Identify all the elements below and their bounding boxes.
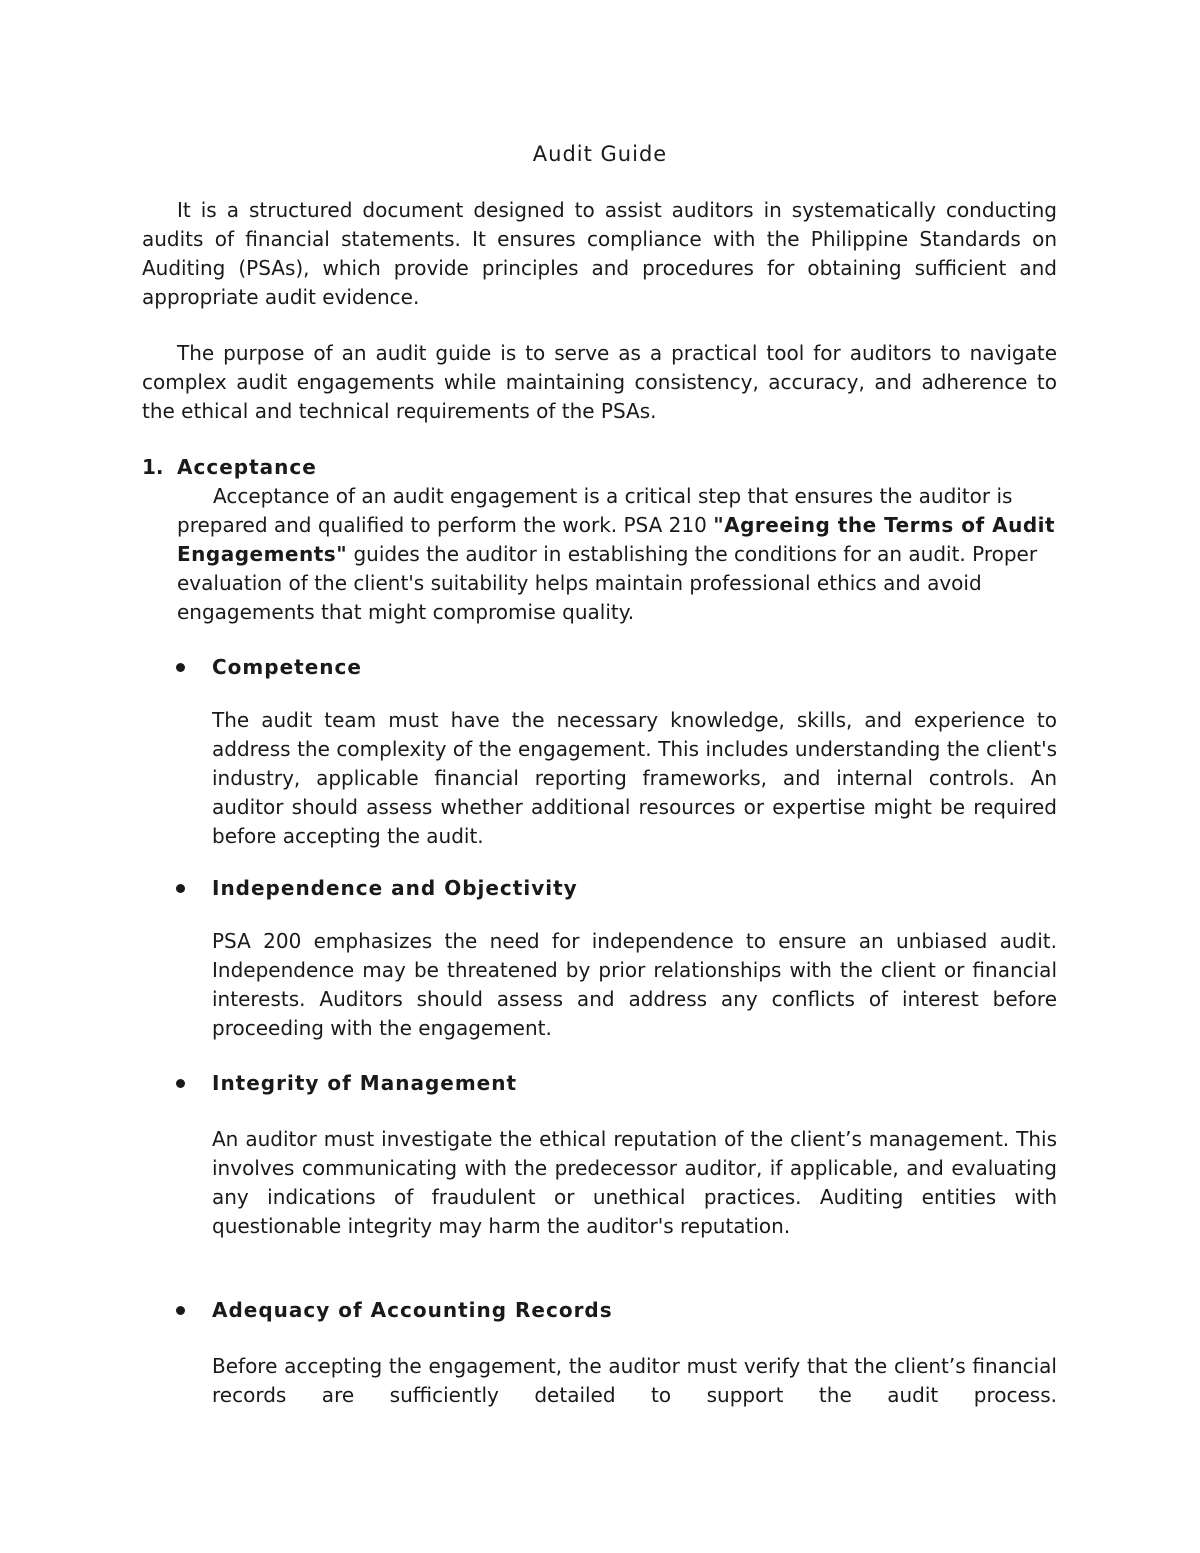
subsection-body-integrity: An auditor must investigate the ethical reputation of the client’s management. This involves communicating with the predecessor auditor, if applicable, and evaluating any indications of fraudulent or unethical practices. Auditing entities with questionable integrity may harm the auditor's reputation.	[212, 1127, 1057, 1238]
subsection-heading-adequacy: Adequacy of Accounting Records	[212, 1298, 613, 1322]
document-title: Audit Guide	[532, 142, 668, 166]
bullet-icon	[176, 884, 185, 893]
section-heading: Acceptance	[177, 455, 317, 479]
section-body-bold: "Agreeing the Terms of Audit Engagements"	[177, 513, 1056, 566]
intro-paragraph-2: The purpose of an audit guide is to serve as a practical tool for auditors to navigate complex audit engagements while maintaining consistency, accuracy, and adherence to the ethical and technical requirements of the PSAs.	[142, 341, 1057, 423]
subsection-heading-independence: Independence and Objectivity	[212, 876, 578, 900]
section-body	[177, 482, 1057, 627]
subsection-heading-integrity: Integrity of Management	[212, 1071, 518, 1095]
section-body-text-2: guides the auditor in establishing the conditions for an audit. Proper evaluation of the client's suitability helps maintain professional ethics and avoid engagements that might compromise quality.	[177, 542, 1038, 624]
bullet-icon	[176, 663, 185, 672]
bullet-icon	[176, 1079, 185, 1088]
subsection-body-adequacy: Before accepting the engagement, the auditor must verify that the client’s financial records are sufficiently detailed to support the audit process.	[212, 1354, 1057, 1407]
subsection-body-independence: PSA 200 emphasizes the need for independence to ensure an unbiased audit. Independence may be threatened by prior relationships with the client or financial interests. Auditors should assess and address any conflicts of interest before proceeding with the engagement.	[212, 929, 1057, 1040]
section-body-text-1: Acceptance of an audit engagement is a critical step that ensures the auditor is prepared and qualified to perform the work. PSA 210	[177, 484, 1013, 537]
subsection-heading-competence: Competence	[212, 655, 362, 679]
bullet-icon	[176, 1306, 185, 1315]
section-number: 1.	[142, 455, 164, 479]
intro-paragraph-1: It is a structured document designed to assist auditors in systematically conducting audits of financial statements. It ensures compliance with the Philippine Standards on Auditing (PSAs), which provide principles and procedures for obtaining sufficient and appropriate audit evidence.	[142, 198, 1057, 309]
subsection-body-competence: The audit team must have the necessary knowledge, skills, and experience to address the complexity of the engagement. This includes understanding the client's industry, applicable financial reporting frameworks, and internal controls. An auditor should assess whether additional resources or expertise might be required before accepting the audit.	[212, 708, 1057, 848]
